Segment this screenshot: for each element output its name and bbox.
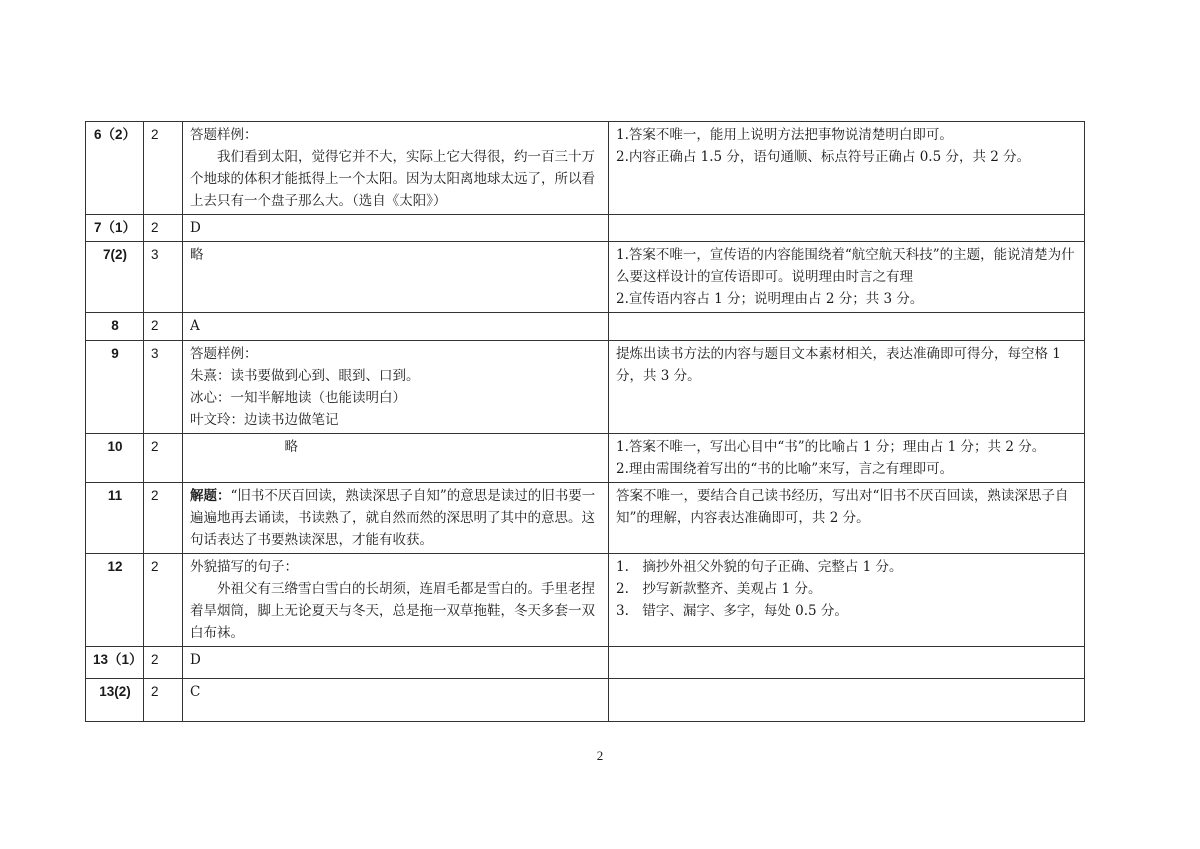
note-cell: [609, 554, 1085, 647]
note-line: 1. 摘抄外祖父外貌的句子正确、完整占 1 分。: [616, 559, 903, 575]
note-cell: [609, 215, 1085, 242]
note-cell: [609, 647, 1085, 679]
table-row: [86, 313, 1085, 341]
answer-label: 解题：: [190, 488, 231, 504]
question-number: 11: [86, 483, 144, 554]
answer-cell: [183, 483, 609, 554]
table-row: [86, 554, 1085, 647]
score-cell: 2: [144, 434, 183, 483]
question-number: 7（1）: [86, 215, 144, 242]
note-cell: 答案不唯一，要结合自己读书经历，写出对“旧书不厌百回读，熟读深思子自知”的理解，内容表达准确即可，共 2 分。: [609, 483, 1085, 554]
score-cell: 2: [144, 215, 183, 242]
table-row: [86, 341, 1085, 434]
answer-cell: A: [183, 313, 609, 341]
score-cell: 2: [144, 554, 183, 647]
question-number: 10: [86, 434, 144, 483]
answer-cell: D: [183, 647, 609, 679]
page-number: 2: [596, 748, 604, 763]
note-line: 1.答案不唯一，写出心目中“书”的比喻占 1 分；理由占 1 分；共 2 分。: [616, 439, 1046, 455]
answer-cell: 略: [183, 242, 609, 313]
table-row: [86, 215, 1085, 242]
note-line: 2. 抄写新款整齐、美观占 1 分。: [616, 581, 822, 597]
score-cell: 2: [144, 647, 183, 679]
note-cell: [609, 679, 1085, 722]
answer-line: 冰心：一知半解地读（也能读明白）: [190, 390, 406, 406]
answer-cell: D: [183, 215, 609, 242]
note-cell: [609, 313, 1085, 341]
note-cell: [609, 434, 1085, 483]
score-cell: 2: [144, 679, 183, 722]
table-row: [86, 434, 1085, 483]
answer-cell: C: [183, 679, 609, 722]
answer-cell: [183, 341, 609, 434]
note-cell: 提炼出读书方法的内容与题目文本素材相关，表达准确即可得分，每空格 1 分，共 3 分。: [609, 341, 1085, 434]
answer-cell: [183, 554, 609, 647]
table-row: [86, 242, 1085, 313]
question-number: 12: [86, 554, 144, 647]
answer-line: 朱熹：读书要做到心到、眼到、口到。: [190, 368, 420, 384]
answer-line: 叶文玲：边读书边做笔记: [190, 412, 339, 428]
answer-paragraph: “旧书不厌百回读，熟读深思子自知”的意思是读过的旧书要一遍遍地再去诵读，书读熟了，就自然而然的深思明了其中的意思。这句话表达了书要熟读深思，才能有收获。: [190, 488, 596, 548]
table-row: [86, 647, 1085, 679]
score-cell: 2: [144, 122, 183, 215]
answer-text: 略: [284, 439, 298, 455]
table-row: [86, 483, 1085, 554]
note-cell: [609, 242, 1085, 313]
table-row: [86, 679, 1085, 722]
answer-paragraph: 外祖父有三绺雪白雪白的长胡须，连眉毛都是雪白的。手里老捏着旱烟筒，脚上无论夏天与冬天，总是拖一双草拖鞋，冬天多套一双白布袜。: [190, 581, 595, 641]
answer-cell: [183, 122, 609, 215]
note-line: 1.答案不唯一，能用上说明方法把事物说清楚明白即可。: [616, 127, 953, 143]
note-paragraph: 1.答案不唯一，宣传语的内容能围绕着“航空航天科技”的主题，能说清楚为什么要这样设计的宣传语即可。说明理由时言之有理: [616, 247, 1075, 285]
answer-cell: [183, 434, 609, 483]
table-row: [86, 122, 1085, 215]
answer-title: 外貌描写的句子：: [190, 559, 298, 575]
question-number: 13（1）: [86, 647, 144, 679]
note-line: 2.理由需围绕着写出的“书的比喻”来写，言之有理即可。: [616, 461, 954, 477]
answer-title: 答题样例：: [190, 127, 258, 143]
question-number: 6（2）: [86, 122, 144, 215]
score-cell: 2: [144, 313, 183, 341]
question-number: 7(2): [86, 242, 144, 313]
question-number: 9: [86, 341, 144, 434]
note-line: 2.内容正确占 1.5 分，语句通顺、标点符号正确占 0.5 分，共 2 分。: [616, 149, 1031, 165]
question-number: 8: [86, 313, 144, 341]
score-cell: 2: [144, 483, 183, 554]
question-number: 13(2): [86, 679, 144, 722]
score-cell: 3: [144, 242, 183, 313]
note-cell: [609, 122, 1085, 215]
note-line: 3. 错字、漏字、多字，每处 0.5 分。: [616, 603, 848, 619]
note-line: 2.宣传语内容占 1 分；说明理由占 2 分；共 3 分。: [616, 291, 924, 307]
answer-paragraph: 我们看到太阳，觉得它并不大，实际上它大得很，约一百三十万个地球的体积才能抵得上一个太阳。因为太阳离地球太远了，所以看上去只有一个盘子那么大。（选自《太阳》）: [190, 149, 595, 209]
score-cell: 3: [144, 341, 183, 434]
answer-line: 答题样例：: [190, 346, 258, 362]
answer-key-table: [85, 121, 1085, 722]
